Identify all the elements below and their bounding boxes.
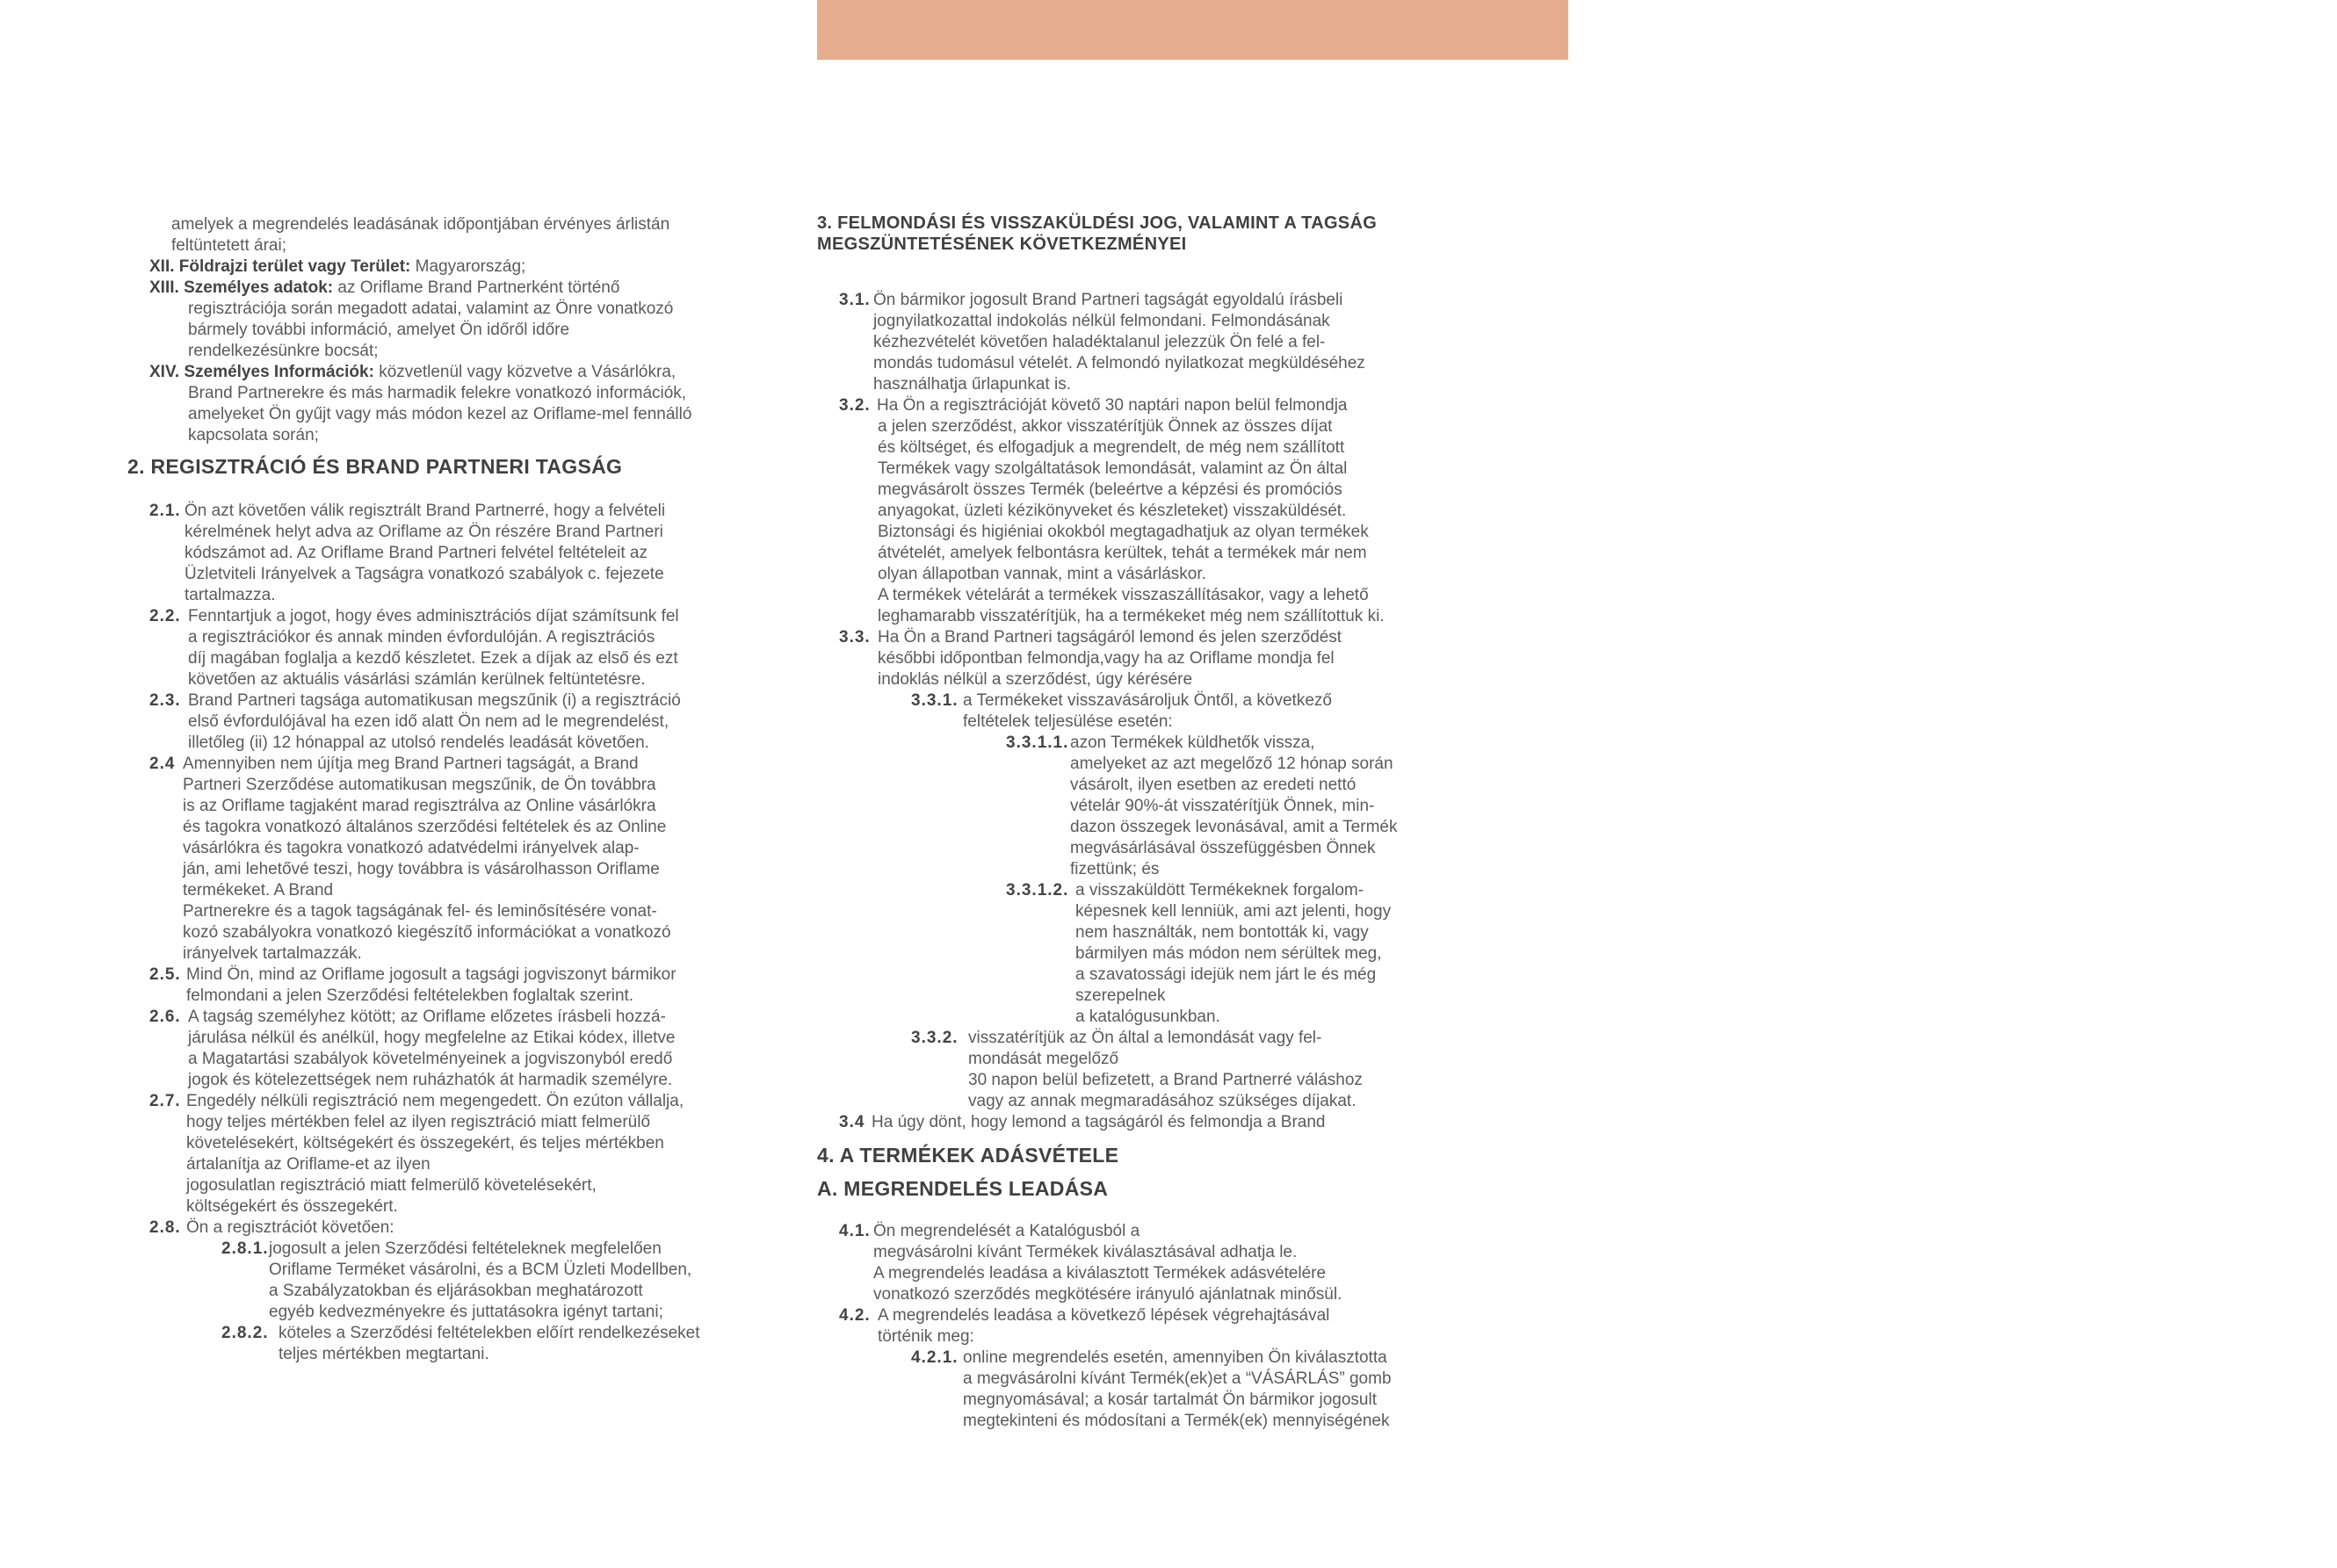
clause-label: 2.8.1. — [221, 1239, 269, 1258]
clause-label: 3.3. — [839, 628, 871, 647]
header-band — [817, 0, 2337, 60]
clause-line: Ön bármikor jogosult Brand Partneri tagságát egyoldalú írásbeli — [873, 291, 1343, 309]
clause-line: olyan állapotban vannak, mint a vásárláskor. — [878, 565, 1206, 583]
clause-line: kódszámot ad. Az Oriflame Brand Partneri felvétel feltételeit az — [184, 544, 648, 562]
clause-label: 3.3.1. — [911, 691, 959, 710]
clause-line: megtekinteni és módosítani a Termék(ek) mennyiségének — [963, 1412, 1390, 1430]
definition-label: XII. — [149, 257, 175, 276]
clause-label: 4.2.1. — [911, 1348, 959, 1367]
clause-line: jogok és kötelezettségek nem ruházhatók át harmadik személyre. — [188, 1071, 673, 1089]
clause-line: online megrendelés esetén, amennyiben Ön kiválasztotta — [963, 1348, 1387, 1367]
cont-line: regisztrációja során megadott adatai, valamint az Önre vonatkozó — [188, 300, 674, 318]
clause-line: képesnek kell lenniük, ami azt jelenti, hogy — [1075, 902, 1392, 921]
clause-line: költségekért és összegekért. — [186, 1197, 398, 1216]
clause-label: 4.2. — [839, 1306, 871, 1325]
clause-line: Partnerekre és a tagok tagságának fel- és leminősítésére vonat- — [183, 902, 657, 921]
clause-line: jogosulatlan regisztráció miatt felmerülő követelésekért, — [186, 1176, 597, 1195]
clause-line: visszatérítjük az Ön által a lemondását vagy fel- — [968, 1029, 1322, 1047]
definition-label: XIV. — [149, 363, 180, 381]
clause-line: Ön azt követően válik regisztrált Brand Partnerré, hogy a felvételi — [184, 502, 666, 520]
clause-line: vásárolt, ilyen esetben az eredeti nettó — [1070, 776, 1357, 794]
definition-term: Személyes Információk: — [184, 363, 374, 381]
clause-line: a regisztrációkor és annak minden évfordulóján. A regisztrációs — [188, 628, 655, 647]
clause-line: Mind Ön, mind az Oriflame jogosult a tagsági jogviszonyt bármikor — [186, 965, 676, 984]
clause-line: anyagokat, üzleti kézikönyveket és készleteket) visszaküldését. — [878, 502, 1347, 520]
section-2-heading: 2. REGISZTRÁCIÓ ÉS BRAND PARTNERI TAGSÁG — [127, 455, 623, 478]
clause-line: Engedély nélküli regisztráció nem megengedett. Ön ezúton vállalja, — [186, 1092, 684, 1110]
cont-line: amelyeket Ön gyűjt vagy más módon kezel az Oriflame-mel fennálló — [188, 405, 692, 423]
clause-line: megvásárlásával összefüggésben Önnek — [1070, 839, 1376, 857]
clause-label: 2.8. — [149, 1218, 181, 1237]
clause-line: 30 napon belül befizetett, a Brand Partnerré váláshoz — [968, 1071, 1363, 1089]
clause-line: megvásárolni kívánt Termékek kiválasztásával adhatja le. — [873, 1243, 1298, 1261]
clause-line: Oriflame Terméket vásárolni, és a BCM Üzleti Modellben, — [269, 1261, 692, 1279]
clause-line: használhatja űrlapunkat is. — [873, 375, 1071, 394]
clause-line: és tagokra vonatkozó általános szerződési feltételek és az Online — [183, 818, 667, 836]
clause-line: A megrendelés leadása a kiválasztott Termékek adásvételére — [873, 1264, 1327, 1283]
clause-label: 2.6. — [149, 1008, 181, 1026]
clause-line: A megrendelés leadása a következő lépések végrehajtásával — [878, 1306, 1330, 1325]
clause-line: történik meg: — [878, 1327, 974, 1346]
clause-label: 3.4 — [839, 1113, 865, 1131]
clause-line: a visszaküldött Termékeknek forgalom- — [1075, 881, 1364, 900]
clause-line: ártalanítja az Oriflame-et az ilyen — [186, 1155, 430, 1174]
clause-line: a Magatartási szabályok követelményeinek a jogviszonyból eredő — [188, 1050, 673, 1068]
clause-line: első évfordulójával ha ezen idő alatt Ön nem ad le megrendelést, — [188, 712, 669, 731]
clause-line: termékeket. A Brand — [183, 881, 334, 900]
clause-line: Üzletviteli Irányelvek a Tagságra vonatkozó szabályok c. fejezete — [184, 565, 664, 583]
clause-line: kozó szabályokra vonatkozó kiegészítő információkat a vonatkozó — [183, 923, 671, 942]
clause-line: a Szabályzatokban és eljárásokban meghatározott — [269, 1282, 643, 1300]
clause-line: dazon összegek levonásával, amit a Termék — [1070, 818, 1398, 836]
clause-line: Ha úgy dönt, hogy lemond a tagságáról és felmondja a Brand — [872, 1113, 1326, 1131]
clause-line: Ha Ön a Brand Partneri tagságáról lemond és jelen szerződést — [878, 628, 1342, 647]
clause-line: tartalmazza. — [184, 586, 276, 604]
clause-line: kézhezvételét követően haladéktalanul jelezzük Ön felé a fel- — [873, 333, 1326, 351]
clause-line: bármilyen más módon nem sérültek meg, — [1075, 944, 1382, 963]
cont-line: amelyek a megrendelés leadásának időpontjában érvényes árlistán — [171, 215, 670, 234]
clause-line: vagy az annak megmaradásához szükséges díjakat. — [968, 1092, 1357, 1110]
clause-line: felmondani a jelen Szerződési feltételekben foglaltak szerint. — [186, 986, 634, 1005]
clause-line: A termékek vételárát a termékek visszaszállításakor, vagy a lehető — [878, 586, 1369, 604]
clause-line: mondás tudomásul vételét. A felmondó nyilatkozat megküldéséhez — [873, 354, 1365, 372]
clause-line: Biztonsági és higiéniai okokból megtagadhatjuk az olyan termékek — [878, 523, 1369, 541]
section-4-heading: 4. A TERMÉKEK ADÁSVÉTELE — [817, 1144, 1119, 1167]
clause-line: is az Oriflame tagjaként marad regisztrálva az Online vásárlókra — [183, 797, 656, 815]
clause-line: köteles a Szerződési feltételekben előírt rendelkezéseket — [279, 1324, 700, 1342]
clause-line: Ha Ön a regisztrációját követő 30 naptári napon belül felmondja — [877, 396, 1348, 415]
clause-line: Ön megrendelését a Katalógusból a — [873, 1222, 1140, 1240]
clause-line: Amennyiben nem újítja meg Brand Partneri tagságát, a Brand — [183, 755, 639, 773]
clause-line: Brand Partneri tagsága automatikusan megszűnik (i) a regisztráció — [188, 691, 681, 710]
clause-line: jognyilatkozattal indokolás nélkül felmondani. Felmondásának — [873, 312, 1330, 330]
clause-line: kérelmének helyt adva az Oriflame az Ön részére Brand Partneri — [184, 523, 663, 541]
clause-line: indoklás nélkül a szerződést, úgy kérésére — [878, 670, 1193, 689]
clause-line: azon Termékek küldhetők vissza, — [1070, 733, 1315, 752]
clause-label: 2.2. — [149, 607, 181, 625]
clause-line: mondását megelőző — [968, 1050, 1119, 1068]
clause-line: Termékek vagy szolgáltatások lemondását, valamint az Ön által — [878, 459, 1348, 478]
clause-label: 3.3.2. — [911, 1029, 959, 1047]
clause-label: 2.1. — [149, 502, 181, 520]
definition-text: az Oriflame Brand Partnerként történő — [337, 278, 620, 297]
definition-text: közvetlenül vagy közvetve a Vásárlókra, — [379, 363, 676, 381]
section-3-heading: MEGSZÜNTETÉSÉNEK KÖVETKEZMÉNYEI — [817, 235, 1187, 254]
clause-label: 2.5. — [149, 965, 181, 984]
clause-label: 2.7. — [149, 1092, 181, 1110]
clause-line: irányelvek tartalmazzák. — [183, 944, 362, 963]
clause-line: követelésekért, költségekért és összegekért, és teljes mértékben — [186, 1134, 664, 1153]
header-title: BRAND PARTNER JUTALOMTERV KÖNYVTÁR — [1781, 18, 2247, 40]
clause-line: a katalógusunkban. — [1075, 1008, 1220, 1026]
clause-line: vételár 90%-át visszatérítjük Önnek, min- — [1070, 797, 1375, 815]
clause-label: 3.1. — [839, 291, 871, 309]
clause-line: vásárlókra és tagokra vonatkozó adatvédelmi irányelvek alap- — [183, 839, 640, 857]
clause-line: megnyomásával; a kosár tartalmát Ön bármikor jogosult — [963, 1391, 1377, 1409]
clause-label: 2.8.2. — [221, 1324, 269, 1342]
cont-line: feltüntetett árai; — [171, 236, 286, 255]
clause-label: 2.3. — [149, 691, 181, 710]
definition-xii — [149, 257, 525, 278]
definition-term: Személyes adatok: — [184, 278, 334, 297]
cont-line: rendelkezésünkre bocsát; — [188, 342, 379, 360]
clause-line: Fenntartjuk a jogot, hogy éves adminisztrációs díjat számítsunk fel — [188, 607, 679, 625]
clause-line: fizettünk; és — [1070, 860, 1160, 878]
clause-line: a szavatossági idejük nem járt le és még — [1075, 965, 1377, 984]
section-a-heading: A. MEGRENDELÉS LEADÁSA — [817, 1177, 1109, 1200]
clause-line: a jelen szerződést, akkor visszatérítjük Önnek az összes díjat — [878, 417, 1333, 436]
section-3-heading: 3. FELMONDÁSI ÉS VISSZAKÜLDÉSI JOG, VALAMINT A TAGSÁG — [817, 213, 1378, 233]
clause-line: jogosult a jelen Szerződési feltételeknek megfelelően — [269, 1239, 662, 1258]
clause-line: díj magában foglalja a kezdő készletet. Ezek a díjak az első és ezt — [188, 649, 678, 668]
definition-term: Földrajzi terület vagy Terület: — [178, 257, 411, 276]
clause-line: amelyeket az azt megelőző 12 hónap során — [1070, 755, 1393, 773]
clause-line: átvételét, amelyek felbontásra kerültek, tehát a termékek már nem — [878, 544, 1367, 562]
clause-line: a megvásárolni kívánt Termék(ek)et a “VÁSÁRLÁS” gomb — [963, 1369, 1392, 1388]
clause-line: és költséget, és elfogadjuk a megrendelt, de még nem szállított — [878, 438, 1345, 457]
clause-line: leghamarabb visszatérítjük, ha a termékeket még nem szállítottuk ki. — [878, 607, 1385, 625]
clause-line: ján, ami lehetővé teszi, hogy továbbra is vásárolhasson Oriflame — [183, 860, 660, 878]
definition-text: Magyarország; — [415, 257, 526, 276]
page-number: 115 — [2309, 19, 2337, 39]
clause-line: megvásárolt összes Termék (beleértve a képzési és promóciós — [878, 481, 1342, 499]
cont-line: Brand Partnerekre és más harmadik felekre vonatkozó információk, — [188, 384, 687, 402]
clause-line: járulása nélkül és anélkül, hogy megfelelne az Etikai kódex, illetve — [188, 1029, 676, 1047]
definition-xiii — [149, 278, 619, 299]
clause-line: Partneri Szerződése automatikusan megszűnik, de Ön továbbra — [183, 776, 656, 794]
cont-line: kapcsolata során; — [188, 426, 319, 444]
clause-label: 3.3.1.1. — [1006, 733, 1069, 752]
cont-line: bármely további információ, amelyet Ön időről időre — [188, 321, 570, 339]
clause-label: 3.3.1.2. — [1006, 881, 1069, 900]
clause-line: a Termékeket visszavásároljuk Öntől, a következő — [963, 691, 1332, 710]
clause-line: teljes mértékben megtartani. — [279, 1345, 489, 1363]
clause-label: 3.2. — [839, 396, 871, 415]
clause-line: egyéb kedvezményekre és juttatásokra igényt tartani; — [269, 1303, 663, 1321]
clause-line: hogy teljes mértékben felel az ilyen regisztráció miatt felmerülő — [186, 1113, 651, 1131]
clause-line: Ön a regisztrációt követően: — [186, 1218, 394, 1237]
clause-line: feltételek teljesülése esetén: — [963, 712, 1173, 731]
clause-line: követően az aktuális vásárlási számlán kerülnek feltüntetésre. — [188, 670, 646, 689]
clause-line: szerepelnek — [1075, 986, 1166, 1005]
clause-line: illetőleg (ii) 12 hónappal az utolsó rendelés leadását követően. — [188, 733, 649, 752]
clause-label: 4.1. — [839, 1222, 871, 1240]
clause-line: nem használták, nem bontották ki, vagy — [1075, 923, 1369, 942]
clause-line: A tagság személyhez kötött; az Oriflame előzetes írásbeli hozzá- — [188, 1008, 666, 1026]
definition-label: XIII. — [149, 278, 179, 297]
definition-xiv — [149, 362, 676, 383]
clause-line: vonatkozó szerződés megkötésére irányuló ajánlatnak minősül. — [873, 1285, 1342, 1304]
clause-label: 2.4 — [149, 755, 176, 773]
clause-line: későbbi időpontban felmondja,vagy ha az Oriflame mondja fel — [878, 649, 1335, 668]
